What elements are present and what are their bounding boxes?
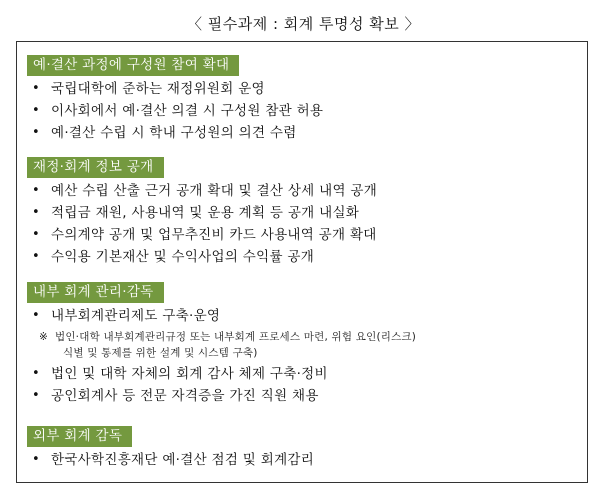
list-item bbox=[27, 78, 577, 100]
item-text: 국립대학에 준하는 재정위원회 운영 bbox=[51, 81, 265, 97]
note-line-2: 식별 및 통제를 위한 설계 및 시스템 구축) bbox=[63, 347, 258, 359]
list-item bbox=[27, 122, 577, 144]
item-list bbox=[27, 363, 577, 407]
item-text: 수익용 기본재산 및 수익사업의 수익률 공개 bbox=[51, 249, 315, 265]
item-list bbox=[27, 305, 577, 327]
bullet-icon: • bbox=[32, 227, 40, 242]
section-external-audit bbox=[27, 425, 577, 471]
list-item bbox=[27, 202, 577, 224]
section-header: 예·결산 과정에 구성원 참여 확대 bbox=[27, 55, 239, 76]
list-item bbox=[27, 246, 577, 268]
note-mark: ※ bbox=[39, 331, 48, 343]
section-header: 내부 회계 관리·감독 bbox=[27, 282, 164, 303]
bullet-icon: • bbox=[32, 81, 40, 96]
list-item bbox=[27, 224, 577, 246]
list-item bbox=[27, 180, 577, 202]
list-item bbox=[27, 305, 577, 327]
item-text: 예·결산 수립 시 학내 구성원의 의견 수렴 bbox=[51, 125, 297, 141]
bullet-icon: • bbox=[32, 249, 40, 264]
page-title: 〈 필수과제 : 회계 투명성 확보 〉 bbox=[186, 15, 421, 33]
item-text: 공인회계사 등 전문 자격증을 가진 직원 채용 bbox=[51, 388, 319, 404]
section-internal-audit bbox=[27, 281, 577, 407]
section-disclosure bbox=[27, 156, 577, 268]
section-participation bbox=[27, 54, 577, 144]
list-item bbox=[27, 100, 577, 122]
content-box bbox=[16, 41, 588, 483]
bullet-icon: • bbox=[32, 366, 40, 381]
item-text: 예산 수립 산출 근거 공개 확대 및 결산 상세 내역 공개 bbox=[51, 183, 378, 199]
list-item bbox=[27, 385, 577, 407]
item-list bbox=[27, 449, 577, 471]
list-item bbox=[27, 449, 577, 471]
item-text: 내부회계관리제도 구축·운영 bbox=[51, 308, 221, 324]
section-header: 재정·회계 정보 공개 bbox=[27, 157, 164, 178]
section-header: 외부 회계 감독 bbox=[27, 426, 132, 447]
bullet-icon: • bbox=[32, 183, 40, 198]
bullet-icon: • bbox=[32, 125, 40, 140]
item-text: 이사회에서 예·결산 의결 시 구성원 참관 허용 bbox=[51, 103, 324, 119]
list-item bbox=[27, 363, 577, 385]
item-text: 적립금 재원, 사용내역 및 운용 계획 등 공개 내실화 bbox=[51, 205, 360, 221]
bullet-icon: • bbox=[32, 452, 40, 467]
bullet-icon: • bbox=[32, 103, 40, 118]
item-text: 한국사학진흥재단 예·결산 점검 및 회계감리 bbox=[51, 452, 315, 468]
item-text: 법인 및 대학 자체의 회계 감사 체제 구축·정비 bbox=[51, 366, 328, 382]
bullet-icon: • bbox=[32, 388, 40, 403]
note-line-1: 법인·대학 내부회계관리규정 또는 내부회계 프로세스 마련, 위험 요인(리스크) bbox=[55, 331, 417, 343]
item-list bbox=[27, 180, 577, 268]
bullet-icon: • bbox=[32, 308, 40, 323]
item-text: 수의계약 공개 및 업무추진비 카드 사용내역 공개 확대 bbox=[51, 227, 377, 243]
item-list bbox=[27, 78, 577, 144]
footnote bbox=[27, 329, 577, 361]
bullet-icon: • bbox=[32, 205, 40, 220]
